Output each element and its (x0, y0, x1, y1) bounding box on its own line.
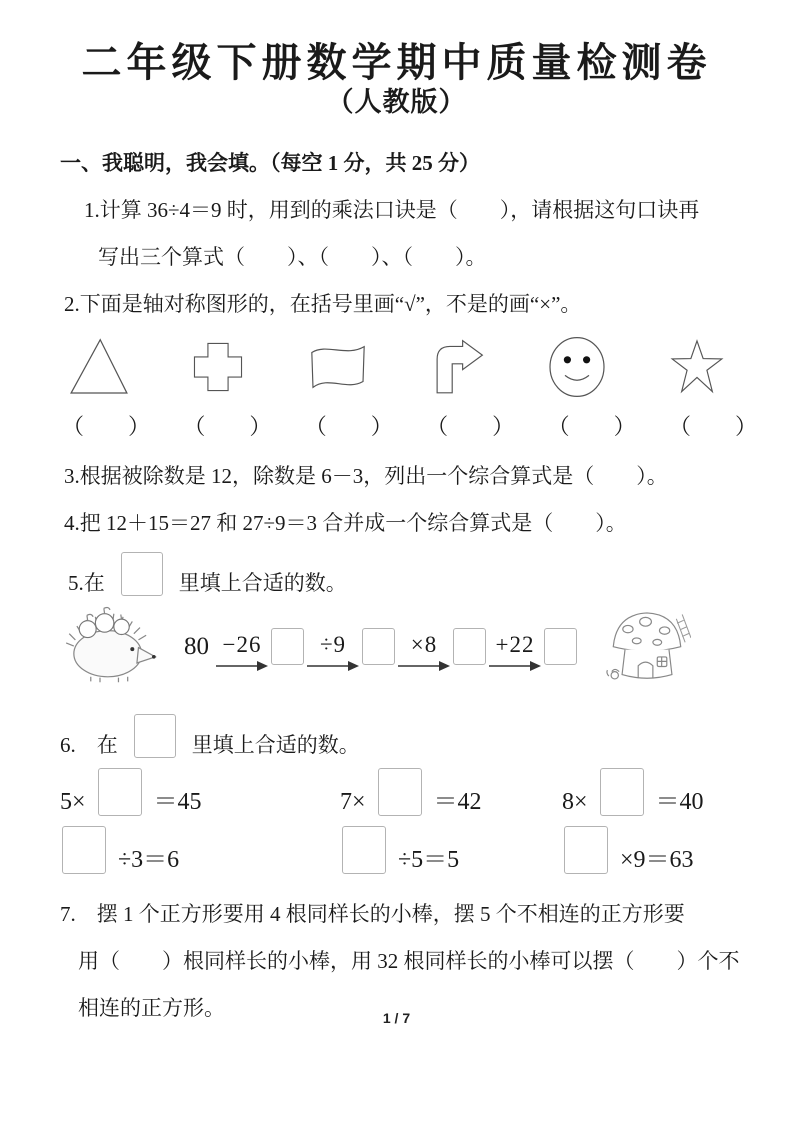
page-number: 1 / 7 (382, 1010, 411, 1026)
equation (60, 768, 340, 816)
fill-in-box (271, 628, 304, 665)
question-5-label-after: 里填上合适的数。 (178, 571, 347, 596)
answer-blank: （ ） (426, 414, 515, 440)
equation-prefix: 7× (340, 789, 366, 816)
equation-row-1 (60, 768, 735, 816)
question-1-line-2: 写出三个算式（ ）、（ ）、（ ）。 (98, 244, 487, 269)
equation-suffix: ×9＝63 (620, 847, 694, 874)
equation-prefix: 5× (60, 789, 86, 816)
flow-step (398, 633, 450, 673)
fill-in-box (453, 628, 486, 665)
flow-start-number: 80 (184, 632, 209, 660)
equation (60, 826, 342, 874)
equation-suffix: ＝45 (153, 789, 202, 816)
fill-in-box (98, 768, 142, 816)
fill-in-box (121, 552, 163, 596)
right-arrow-icon (398, 659, 450, 673)
flow-operator: ÷9 (319, 631, 347, 657)
fill-in-box (564, 826, 608, 874)
symmetry-shapes-row (60, 328, 735, 406)
fill-in-box (134, 714, 176, 758)
fill-in-box (362, 628, 395, 665)
flow-step (307, 633, 359, 673)
page-subtitle: （人教版） (326, 87, 467, 117)
answer-blank: （ ） (62, 414, 151, 440)
flow-step (216, 633, 268, 673)
question-5-label-before: 5.在 (68, 571, 105, 596)
cross-shape-icon (190, 339, 246, 395)
section-1-heading: 一、我聪明，我会填。（每空 1 分，共 25 分） (60, 150, 480, 175)
question-1-line-1: 1.计算 36÷4＝9 时，用到的乘法口诀是（ ），请根据这句口诀再 (84, 197, 700, 222)
number-flow-diagram (60, 604, 735, 690)
equation-suffix: ÷3＝6 (118, 847, 180, 874)
turn-right-arrow-shape-icon (429, 339, 487, 395)
right-arrow-icon (307, 659, 359, 673)
triangle-shape-icon (68, 334, 130, 400)
fill-in-box (544, 628, 577, 665)
question-7-line-1: 7. 摆 1 个正方形要用 4 根同样长的小棒，摆 5 个不相连的正方形要 (60, 901, 685, 926)
question-2-text: 2.下面是轴对称图形的，在括号里画“√”，不是的画“×”。 (64, 292, 582, 317)
question-7-line-2: 用（ ）根同样长的小棒，用 32 根同样长的小棒可以摆（ ）个不 (78, 948, 740, 973)
hedgehog-with-apples-image (60, 606, 160, 688)
smiley-face-shape-icon (547, 335, 607, 399)
equation (564, 826, 735, 874)
fill-in-box (378, 768, 422, 816)
answer-blank: （ ） (547, 414, 636, 440)
fill-in-box (342, 826, 386, 874)
equation (562, 768, 735, 816)
wavy-flag-shape-icon (306, 340, 370, 394)
equation-suffix: ＝42 (433, 789, 482, 816)
equation (340, 768, 562, 816)
five-pointed-star-shape-icon (667, 338, 727, 396)
fill-in-box (600, 768, 644, 816)
page-content (0, 151, 793, 1020)
mushroom-house-image (603, 604, 691, 690)
equation-prefix: 8× (562, 789, 588, 816)
flow-step (489, 633, 541, 673)
equation-suffix: ÷5＝5 (398, 847, 460, 874)
answer-blank: （ ） (304, 414, 393, 440)
question-6-label (60, 714, 735, 758)
answer-blank: （ ） (668, 414, 757, 440)
equation (342, 826, 564, 874)
flow-operator: +22 (495, 631, 535, 657)
page-title: 二年级下册数学期中质量检测卷 (81, 40, 712, 85)
answer-blank: （ ） (183, 414, 272, 440)
question-6-label-after: 里填上合适的数。 (191, 733, 360, 758)
question-5-label (60, 552, 735, 596)
flow-operator: ×8 (410, 631, 438, 657)
fill-in-box (62, 826, 106, 874)
question-3-text: 3.根据被除数是 12，除数是 6－3，列出一个综合算式是（ ）。 (64, 464, 668, 489)
equation-row-2 (60, 826, 735, 874)
question-6-label-before: 6. 在 (60, 733, 118, 758)
question-4-text: 4.把 12＋15＝27 和 27÷9＝3 合并成一个综合算式是（ ）。 (64, 511, 627, 536)
flow-operator: −26 (222, 631, 262, 657)
answer-parentheses-row (60, 410, 757, 441)
right-arrow-icon (489, 659, 541, 673)
right-arrow-icon (216, 659, 268, 673)
question-7-line-3: 相连的正方形。 (78, 995, 225, 1020)
equation-suffix: ＝40 (655, 789, 704, 816)
